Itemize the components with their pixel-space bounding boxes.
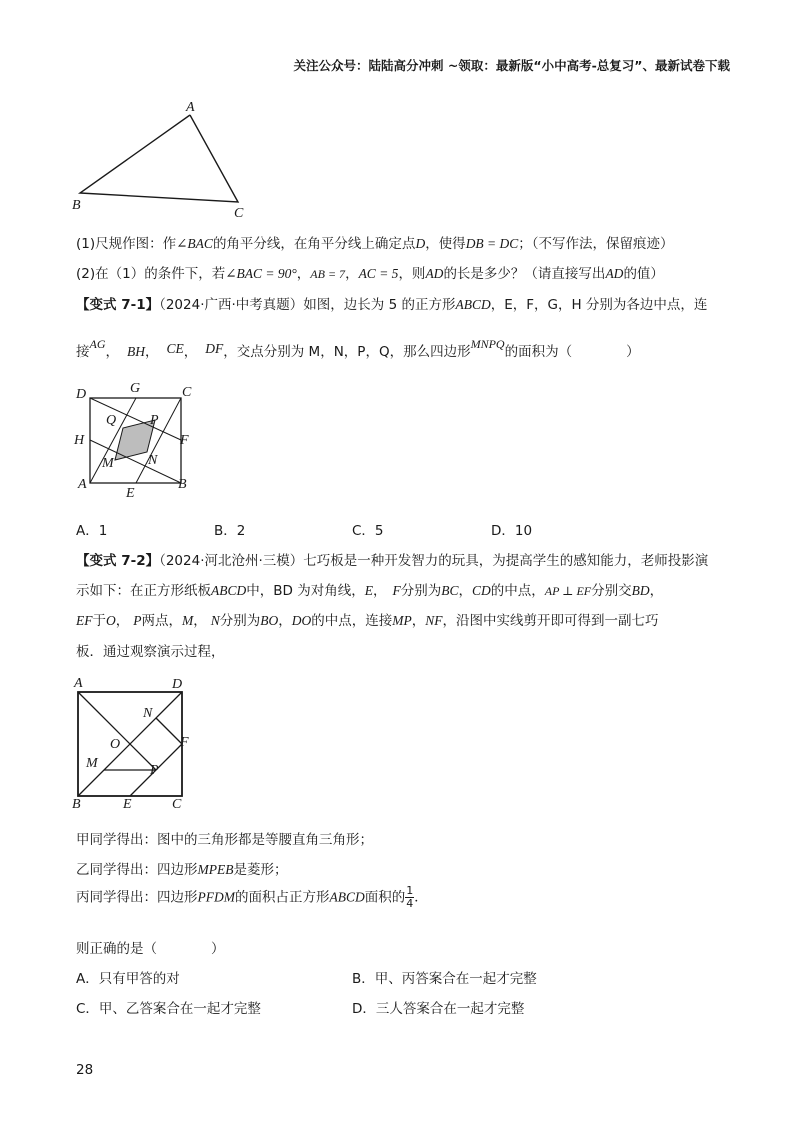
label-G: G [130, 381, 141, 396]
label-B: B [178, 477, 187, 492]
question-1: (1)尺规作图：作∠BAC的角平分线，在角平分线上确定点D，使得DB = DC；（不写作法，保留痕迹） [76, 236, 674, 252]
statement-yi: 乙同学得出：四边形MPEB是菱形； [76, 862, 288, 878]
question-prompt: 则正确的是（ ） [76, 941, 225, 957]
option-c[interactable]: C．5 [352, 523, 384, 539]
label-D: D [172, 677, 183, 692]
label-C: C [172, 797, 182, 810]
label-A: A [74, 676, 83, 691]
option-a[interactable]: A．1 [76, 523, 108, 539]
option-c[interactable]: C．甲、乙答案合在一起才完整 [76, 1001, 261, 1017]
label-O: O [110, 737, 121, 752]
option-d[interactable]: D．三人答案合在一起才完整 [352, 1001, 525, 1017]
label-H: H [74, 433, 85, 448]
label-A: A [78, 477, 87, 492]
label-E: E [123, 797, 132, 810]
label-M: M [102, 456, 114, 471]
tangram-figure [68, 672, 193, 810]
label-C: C [182, 385, 192, 400]
triangle-figure [70, 95, 260, 220]
fraction-one-quarter: $\frac{1}{4}$ [406, 884, 414, 910]
label-N: N [148, 453, 158, 468]
square-mnpq-figure [70, 380, 200, 502]
label-N: N [143, 706, 153, 721]
option-d[interactable]: D．10 [491, 523, 533, 539]
statement-bing: 丙同学得出：四边形PFDM的面积占正方形ABCD面积的 $\frac{1}{4}$ ． [76, 884, 428, 910]
label-E: E [126, 486, 135, 501]
option-b[interactable]: B．甲、丙答案合在一起才完整 [352, 971, 537, 987]
label-A: A [186, 100, 195, 115]
variant-7-1-line-1: 【变式 7-1】（2024·广西·中考真题）如图，边长为 5 的正方形ABCD，E，F，G，H 分别为各边中点，连 [76, 297, 708, 313]
label-F: F [180, 433, 189, 448]
question-2: (2)在（1）的条件下，若∠BAC = 90°，AB = 7，AC = 5，则AD的长是多少？（请直接写出AD的值） [76, 266, 664, 282]
label-P: P [150, 413, 159, 428]
label-C: C [234, 206, 244, 220]
variant-7-2-line-4: 板．通过观察演示过程， [76, 644, 225, 660]
variant-7-2-line-3: EF于O， P两点，M， N分别为BO，DO的中点，连接MP，NF，沿图中实线剪开即可得到一副七巧 [76, 613, 659, 629]
option-a[interactable]: A．只有甲答的对 [76, 971, 180, 987]
page-number: 28 [76, 1062, 94, 1078]
label-P: P [150, 763, 159, 778]
label-Q: Q [106, 413, 117, 428]
option-b[interactable]: B．2 [214, 523, 246, 539]
label-B: B [72, 198, 81, 213]
variant-7-1-line-2: 接AG， BH， CE， DF，交点分别为 M，N，P，Q，那么四边形MNPQ的面积为（ ） [76, 337, 640, 360]
label-M: M [86, 756, 98, 771]
label-B: B [72, 797, 81, 810]
variant-7-2-line-2: 示如下：在正方形纸板ABCD中，BD 为对角线，E， F分别为BC，CD的中点，AP ⊥ EF分别交BD， [76, 583, 664, 599]
label-F: F [180, 735, 189, 750]
statement-jia: 甲同学得出：图中的三角形都是等腰直角三角形； [76, 832, 373, 848]
page-header: 关注公众号：陆陆高分冲刺 ~领取：最新版“小中高考-总复习”、最新试卷下载 [293, 58, 730, 73]
label-D: D [76, 387, 87, 402]
variant-7-2-line-1: 【变式 7-2】（2024·河北沧州·三模）七巧板是一种开发智力的玩具，为提高学生的感知能力，老师投影演 [76, 553, 709, 569]
